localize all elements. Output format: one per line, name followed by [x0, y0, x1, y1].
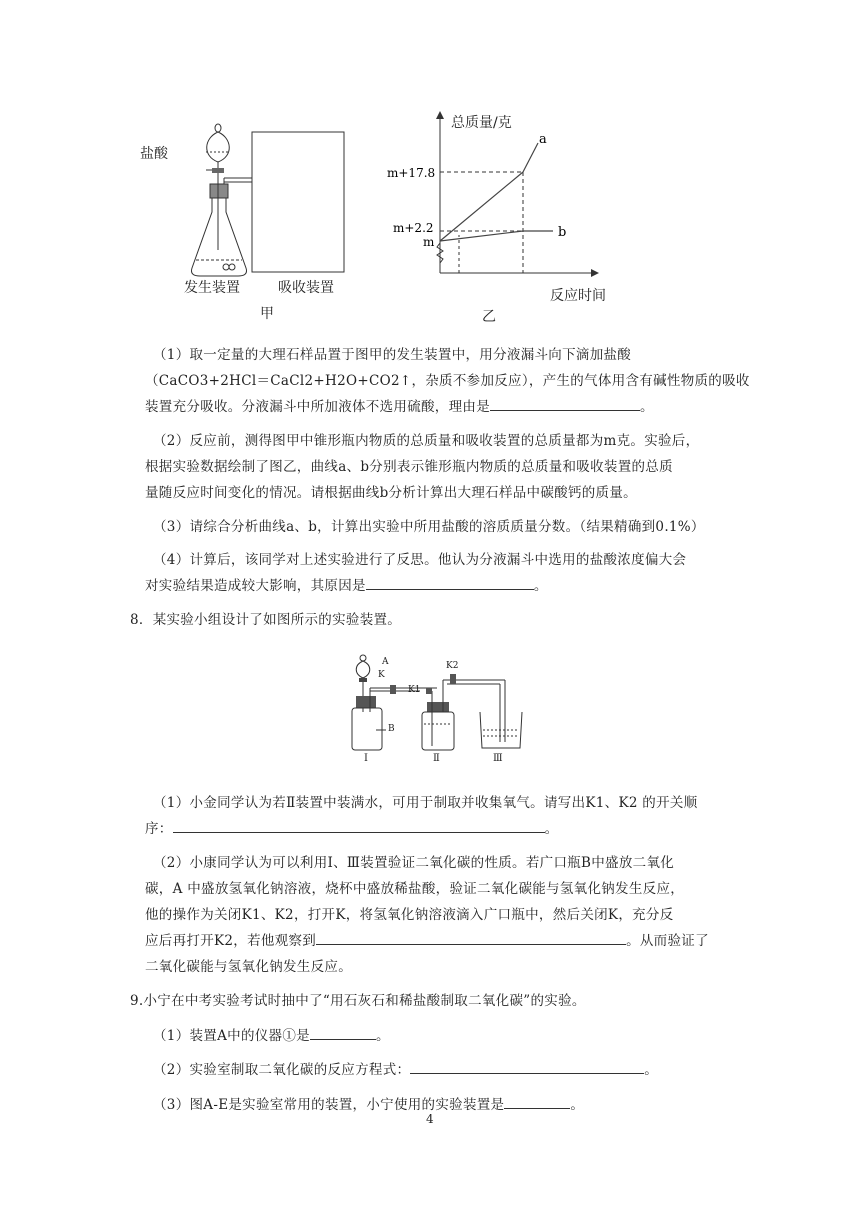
q8-label-B: B — [388, 724, 395, 734]
q8-p2-line3: 他的操作为关闭K1、K2，打开K，将氢氧化钠溶液滴入广口瓶中，然后关闭K，充分反 — [145, 907, 674, 923]
curve-a-label: a — [539, 132, 547, 147]
q9-p3-end: 。 — [570, 1097, 585, 1113]
q8-label-I: Ⅰ — [364, 753, 368, 764]
q7-p1-line1: （1）取一定量的大理石样品置于图甲的发生装置中，用分液漏斗向下滴加盐酸 — [153, 347, 632, 363]
q8-p2-line2: 碳，A 中盛放氢氧化钠溶液，烧杯中盛放稀盐酸，验证二氧化碳能与氢氧化钠发生反应， — [145, 881, 685, 897]
y-axis-label: 总质量/克 — [451, 115, 512, 131]
curve-b-line — [440, 231, 523, 241]
q8-label-III: Ⅲ — [493, 753, 503, 764]
figure-q8 — [340, 650, 530, 768]
q7-p2-line1: （2）反应前，测得图甲中锥形瓶内物质的总质量和吸收装置的总质量都为m克。实验后， — [153, 433, 700, 449]
q8-p2-answer-blank[interactable] — [316, 928, 626, 945]
q9-p1-end: 。 — [375, 1028, 390, 1044]
figure-yi-caption: 乙 — [482, 309, 496, 325]
q8-p2-line4 — [145, 928, 709, 954]
figure-jia-caption: 甲 — [260, 306, 274, 322]
q8-label-A: A — [382, 657, 389, 667]
q7-p2-line3: 量随反应时间变化的情况。请根据曲线b分析计算出大理石样品中碳酸钙的质量。 — [145, 485, 637, 501]
q7-p2-line2: 根据实验数据绘制了图乙，曲线a、b分别表示锥形瓶内物质的总质量和吸收装置的总质 — [145, 459, 673, 475]
absorber-label: 吸收装置 — [278, 280, 334, 296]
page-number: 4 — [426, 1112, 434, 1126]
q8-p2-line1: （2）小康同学认为可以利用Ⅰ、Ⅲ装置验证二氧化碳的性质。若广口瓶B中盛放二氧化 — [153, 855, 675, 871]
q8-label-K2: K2 — [446, 661, 459, 671]
q8-label-K: K — [378, 670, 385, 680]
q9-title: 9.小宁在中考实验考试时抽中了“用石灰石和稀盐酸制取二氧化碳”的实验。 — [130, 993, 586, 1009]
x-axis-label: 反应时间 — [550, 288, 606, 304]
figure-yi — [385, 105, 625, 325]
q8-p1-end: 。 — [544, 821, 559, 837]
q9-p2-answer-blank[interactable] — [410, 1057, 644, 1074]
curve-a-tail — [523, 143, 538, 172]
q8-p1-line1: （1）小金同学认为若Ⅱ装置中装满水，可用于制取并收集氧气。请写出K1、K2 的开关顺 — [153, 795, 698, 811]
q9-p3-text: （3）图A-E是实验室常用的装置，小宁使用的实验装置是 — [153, 1097, 505, 1113]
q7-p1-answer-blank[interactable] — [490, 394, 640, 411]
q7-p1-line3 — [145, 394, 654, 420]
figure-jia — [140, 100, 360, 325]
q8-p1-answer-blank[interactable] — [173, 816, 545, 833]
q8-label-K1: K1 — [408, 685, 421, 695]
tick-m: m — [423, 235, 435, 249]
q7-p4-line2 — [145, 573, 548, 599]
q8-title: 8．某实验小组设计了如图所示的实验装置。 — [130, 612, 402, 628]
q7-p4-line1: （4）计算后，该同学对上述实验进行了反思。他认为分液漏斗中选用的盐酸浓度偏大会 — [153, 552, 687, 568]
q7-p1-line3-text: 装置充分吸收。分液漏斗中所加液体不选用硫酸，理由是 — [145, 399, 490, 415]
acid-label: 盐酸 — [140, 146, 168, 162]
q9-part1 — [153, 1023, 390, 1049]
q8-p2-line5: 二氧化碳能与氢氧化钠发生反应。 — [145, 959, 352, 975]
q9-p1-answer-blank[interactable] — [310, 1023, 376, 1040]
q8-p2-line4-text: 应后再打开K2，若他观察到 — [145, 933, 317, 949]
q7-p4-end: 。 — [533, 578, 548, 594]
apparatus-q8-drawing — [340, 650, 530, 768]
q8-label-II: Ⅱ — [433, 753, 440, 764]
q8-p1-line2-text: 序： — [145, 821, 173, 837]
q9-part2 — [153, 1057, 658, 1083]
q7-p4-answer-blank[interactable] — [366, 573, 534, 590]
q9-p2-end: 。 — [644, 1062, 659, 1078]
tick-low: m+2.2 — [393, 221, 434, 235]
q7-p1-line2: （CaCO3+2HCl＝CaCl2+H2O+CO2↑，杂质不参加反应），产生的气体用含有碱性物质的吸收 — [145, 373, 750, 389]
curve-b-label: b — [558, 225, 567, 240]
tick-high: m+17.8 — [387, 166, 436, 180]
q7-p3-line1: （3）请综合分析曲线a、b，计算出实验中所用盐酸的溶质质量分数。（结果精确到0.1%） — [153, 519, 705, 535]
q7-p4-line2-text: 对实验结果造成较大影响，其原因是 — [145, 578, 366, 594]
generator-label: 发生装置 — [184, 280, 240, 296]
q7-p1-end: 。 — [640, 399, 654, 415]
q9-part3 — [153, 1092, 584, 1118]
q9-p2-text: （2）实验室制取二氧化碳的反应方程式： — [153, 1062, 411, 1078]
q8-p1-line2 — [145, 816, 558, 842]
q9-p1-text: （1）装置A中的仪器①是 — [153, 1028, 310, 1044]
q9-p3-answer-blank[interactable] — [504, 1092, 570, 1109]
q8-p2-line4-end: 。从而验证了 — [626, 933, 709, 949]
